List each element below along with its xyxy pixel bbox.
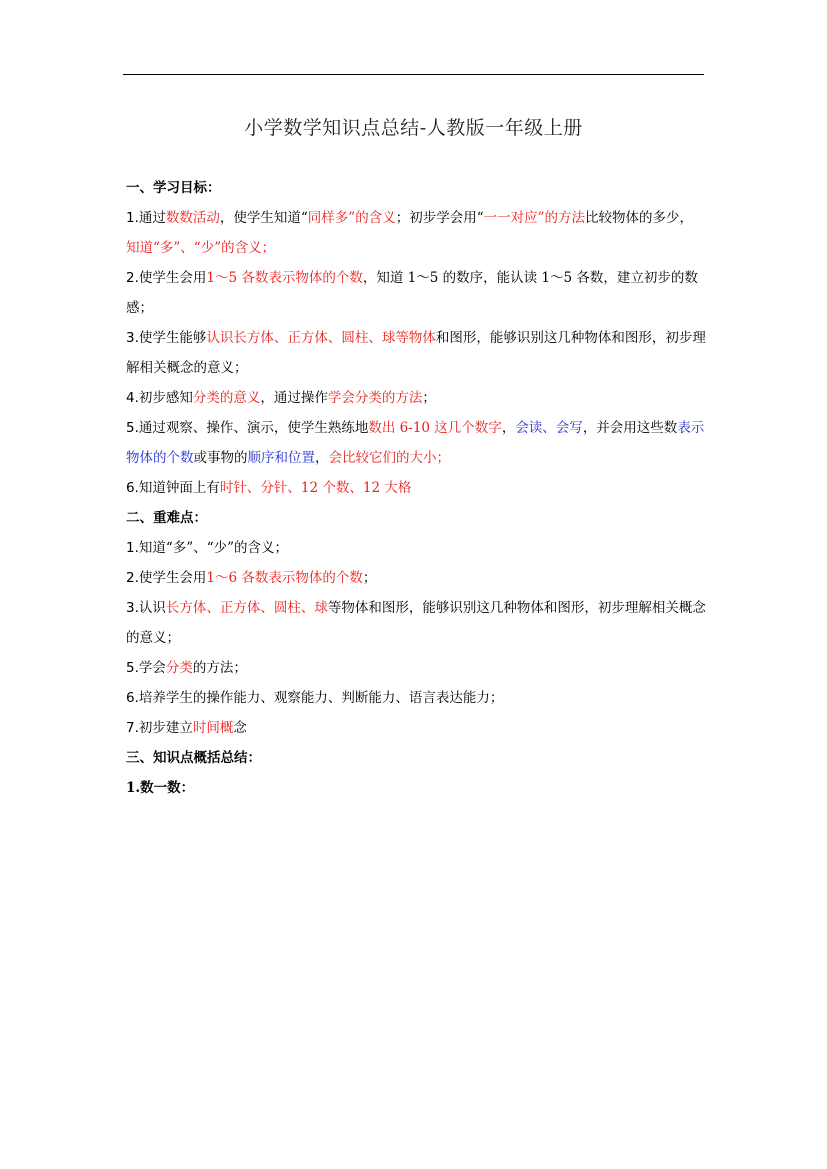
key-point-3: 3.认识长方体、正方体、圆柱、球等物体和图形，能够识别这几种物体和图形，初步理解相关概念的意义； — [126, 600, 706, 646]
section-heading-summary: 三、知识点概括总结： — [126, 750, 261, 766]
key-point-7: 7.初步建立时间概念 — [126, 720, 247, 736]
header-rule — [123, 74, 704, 75]
goal-item-3: 3.使学生能够认识长方体、正方体、圆柱、球等物体和图形，能够识别这几种物体和图形，初步理解相关概念的意义； — [126, 330, 706, 376]
section-heading-key-points: 二、重难点： — [126, 510, 207, 526]
document-title: 小学数学知识点总结-人教版一年级上册 — [244, 117, 583, 139]
section-heading-goals: 一、学习目标： — [126, 180, 221, 196]
goal-item-1: 1.通过数数活动，使学生知道“同样多”的含义；初步学会用“一一对应”的方法比较物体的多少，知道“多”、“少”的含义； — [126, 210, 694, 256]
goal-item-2: 2.使学生会用1～5 各数表示物体的个数，知道 1～5 的数序，能认读 1～5 各数，建立初步的数感； — [126, 270, 698, 316]
key-point-5: 5.学会分类的方法； — [126, 660, 247, 676]
document-body — [126, 173, 706, 803]
goal-item-6: 6.知道钟面上有时针、分针、12 个数、12 大格 — [126, 480, 412, 496]
key-point-6: 6.培养学生的操作能力、观察能力、判断能力、语言表达能力； — [126, 690, 504, 706]
goal-item-4: 4.初步感知分类的意义，通过操作学会分类的方法； — [126, 390, 436, 406]
subsection-heading-counting: 1.数一数： — [126, 780, 195, 796]
key-point-2: 2.使学生会用1～6 各数表示物体的个数； — [126, 570, 377, 586]
key-point-1: 1.知道“多”、“少”的含义； — [126, 540, 288, 556]
goal-item-5: 5.通过观察、操作、演示，使学生熟练地数出 6-10 这几个数字，会读、会写，并会用这些数表示物体的个数或事物的顺序和位置，会比较它们的大小； — [126, 420, 705, 466]
